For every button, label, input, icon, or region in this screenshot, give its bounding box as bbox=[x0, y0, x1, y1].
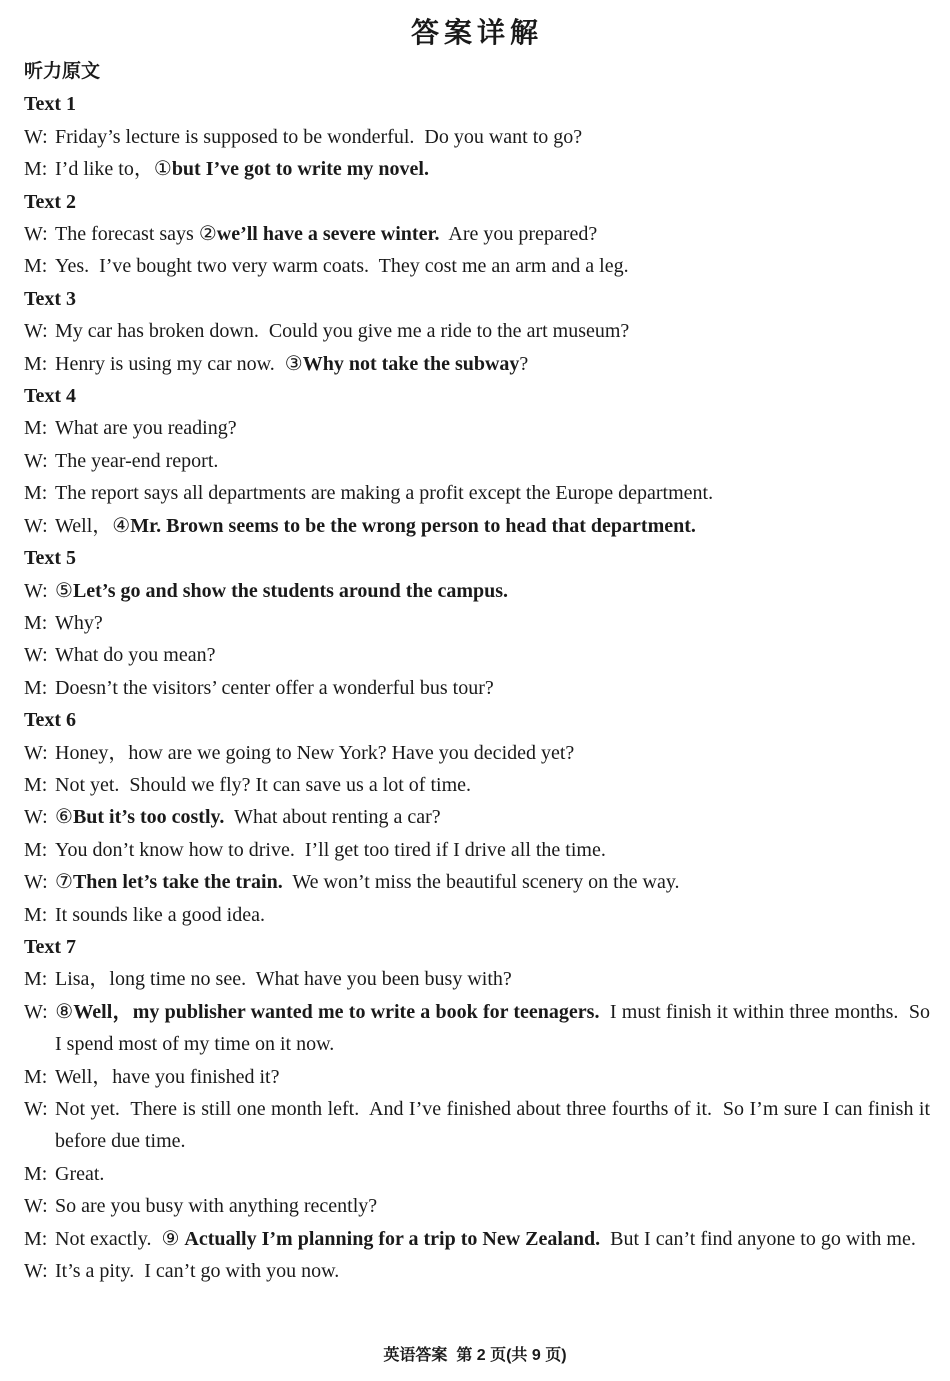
dialogue-text: I must finish it within three months. So I spend most of my time on it now. bbox=[55, 1000, 930, 1056]
speaker-label: W: bbox=[24, 223, 48, 246]
dialogue-text-bold: Why not take the subway bbox=[302, 352, 520, 375]
speaker-label: W: bbox=[24, 1098, 48, 1120]
dialogue-line bbox=[24, 1223, 930, 1255]
dialogue-text: The forecast says bbox=[55, 223, 199, 246]
dialogue-text-bold: Mr. Brown seems to be the wrong person to head that department. bbox=[130, 514, 696, 537]
speaker-label: W: bbox=[24, 1260, 48, 1283]
dialogue-line bbox=[24, 639, 930, 671]
dialogue-text: Not yet. There is still one month left. And I’ve finished about three fourths of it. So I’m sure I can finish it before due time. bbox=[55, 1098, 930, 1153]
dialogue-line bbox=[24, 575, 930, 607]
dialogue-text: ⑦ bbox=[55, 871, 73, 894]
page-title: 答案详解 bbox=[410, 17, 543, 48]
dialogue-text: What are you reading? bbox=[55, 417, 237, 440]
speaker-label: W: bbox=[24, 514, 48, 537]
dialogue-text: ⑥ bbox=[55, 806, 73, 829]
dialogue-text: But I can’t find anyone to go with me. bbox=[600, 1227, 916, 1250]
dialogue-text: The report says all departments are making a profit except the Europe department. bbox=[55, 482, 714, 505]
dialogue-line bbox=[24, 510, 930, 542]
dialogue-text-bold: Actually I’m planning for a trip to New Zealand. bbox=[184, 1227, 601, 1250]
text-heading: Text 4 bbox=[24, 385, 77, 408]
dialogue-text: Well， bbox=[55, 514, 113, 537]
dialogue-text-bold: but I’ve got to write my novel. bbox=[171, 158, 429, 181]
dialogue-text: My car has broken down. Could you give me a ride to the art museum? bbox=[55, 320, 630, 343]
speaker-label: M: bbox=[24, 611, 48, 634]
dialogue-line bbox=[24, 672, 930, 704]
dialogue-line bbox=[24, 769, 930, 801]
text-heading: Text 7 bbox=[24, 935, 77, 958]
dialogue-text: ① bbox=[153, 158, 172, 181]
speaker-label: M: bbox=[24, 968, 48, 991]
speaker-label: W: bbox=[24, 741, 48, 764]
dialogue-line bbox=[24, 348, 930, 380]
dialogue-text: Not exactly. bbox=[55, 1227, 162, 1250]
dialogue-text: What about renting a car? bbox=[224, 806, 441, 829]
dialogue-text: The year-end report. bbox=[55, 449, 219, 472]
dialogue-text-bold: we’ll have a severe winter. bbox=[216, 223, 440, 246]
dialogue-text: Are you prepared? bbox=[439, 223, 598, 246]
text-heading: Text 1 bbox=[24, 93, 77, 116]
text-heading: Text 3 bbox=[24, 287, 77, 310]
speaker-label: M: bbox=[24, 773, 48, 796]
dialogue-text: Friday’s lecture is supposed to be wonderful. Do you want to go? bbox=[55, 125, 583, 148]
listening-transcript-body bbox=[24, 56, 930, 1287]
dialogue-text: ⑤ bbox=[55, 579, 73, 602]
section-heading-listening-transcript: 听力原文 bbox=[24, 61, 101, 82]
dialogue-line bbox=[24, 963, 930, 995]
dialogue-text-bold: Well，my publisher wanted me to write a book for teenagers. bbox=[73, 1000, 600, 1023]
dialogue-text: It sounds like a good idea. bbox=[55, 903, 265, 926]
dialogue-text: ⑧ bbox=[55, 1000, 74, 1023]
dialogue-line bbox=[24, 250, 930, 282]
dialogue-line bbox=[24, 1158, 930, 1190]
speaker-label: M: bbox=[24, 1227, 48, 1250]
dialogue-text: Great. bbox=[55, 1162, 105, 1185]
speaker-label: M: bbox=[24, 1162, 48, 1185]
speaker-label: W: bbox=[24, 320, 48, 343]
dialogue-line bbox=[24, 1190, 930, 1222]
dialogue-text: I’d like to， bbox=[55, 158, 154, 181]
page-footer: 英语答案 第 2 页(共 9 页) bbox=[383, 1347, 567, 1364]
dialogue-line bbox=[24, 315, 930, 347]
dialogue-text-bold: Let’s go and show the students around the campus. bbox=[72, 579, 509, 602]
dialogue-text-bold: But it’s too costly. bbox=[72, 806, 225, 829]
dialogue-line bbox=[24, 445, 930, 477]
dialogue-line bbox=[24, 121, 930, 153]
dialogue-line bbox=[24, 153, 930, 185]
dialogue-line bbox=[24, 1093, 930, 1158]
speaker-label: W: bbox=[24, 806, 48, 829]
dialogue-text: Henry is using my car now. bbox=[55, 352, 285, 375]
speaker-label: M: bbox=[24, 255, 48, 278]
speaker-label: W: bbox=[24, 125, 48, 148]
dialogue-text: Well，have you finished it? bbox=[55, 1065, 280, 1088]
dialogue-text: You don’t know how to drive. I’ll get too tired if I drive all the time. bbox=[55, 838, 606, 861]
dialogue-line bbox=[24, 866, 930, 898]
dialogue-text-bold: Then let’s take the train. bbox=[72, 871, 283, 894]
dialogue-line bbox=[24, 996, 930, 1061]
dialogue-text: Lisa，long time no see. What have you been busy with? bbox=[55, 968, 512, 991]
dialogue-line bbox=[24, 218, 930, 250]
dialogue-line bbox=[24, 1255, 930, 1287]
speaker-label: M: bbox=[24, 1065, 48, 1088]
dialogue-text: Yes. I’ve bought two very warm coats. They cost me an arm and a leg. bbox=[55, 255, 629, 278]
dialogue-text: Doesn’t the visitors’ center offer a wonderful bus tour? bbox=[55, 676, 494, 699]
dialogue-line bbox=[24, 801, 930, 833]
dialogue-text: What do you mean? bbox=[55, 644, 216, 667]
speaker-label: W: bbox=[24, 644, 48, 667]
dialogue-text: Not yet. Should we fly? It can save us a lot of time. bbox=[55, 773, 472, 796]
speaker-label: W: bbox=[24, 1195, 48, 1218]
dialogue-line bbox=[24, 1061, 930, 1093]
dialogue-line bbox=[24, 834, 930, 866]
dialogue-line bbox=[24, 607, 930, 639]
speaker-label: W: bbox=[24, 449, 48, 472]
dialogue-text: It’s a pity. I can’t go with you now. bbox=[55, 1260, 340, 1283]
speaker-label: M: bbox=[24, 417, 48, 440]
speaker-label: M: bbox=[24, 838, 48, 861]
text-heading: Text 5 bbox=[24, 547, 77, 570]
dialogue-text: ② bbox=[198, 223, 217, 246]
dialogue-line bbox=[24, 899, 930, 931]
text-heading: Text 2 bbox=[24, 190, 77, 213]
speaker-label: W: bbox=[24, 871, 48, 894]
dialogue-line bbox=[24, 477, 930, 509]
dialogue-line bbox=[24, 412, 930, 444]
dialogue-line bbox=[24, 737, 930, 769]
dialogue-text: Honey，how are we going to New York? Have you decided yet? bbox=[55, 741, 575, 764]
speaker-label: W: bbox=[24, 1000, 48, 1023]
speaker-label: M: bbox=[24, 482, 48, 505]
dialogue-text: ③ bbox=[284, 352, 303, 375]
speaker-label: M: bbox=[24, 676, 48, 699]
speaker-label: M: bbox=[24, 352, 48, 375]
speaker-label: M: bbox=[24, 158, 48, 181]
dialogue-text: We won’t miss the beautiful scenery on the way. bbox=[282, 871, 680, 894]
dialogue-text: ⑨ bbox=[161, 1227, 185, 1250]
dialogue-text: ? bbox=[519, 352, 529, 375]
dialogue-text: Why? bbox=[55, 611, 103, 634]
dialogue-text: So are you busy with anything recently? bbox=[55, 1195, 378, 1218]
speaker-label: M: bbox=[24, 903, 48, 926]
dialogue-text: ④ bbox=[112, 514, 131, 537]
speaker-label: W: bbox=[24, 579, 48, 602]
text-heading: Text 6 bbox=[24, 709, 77, 732]
